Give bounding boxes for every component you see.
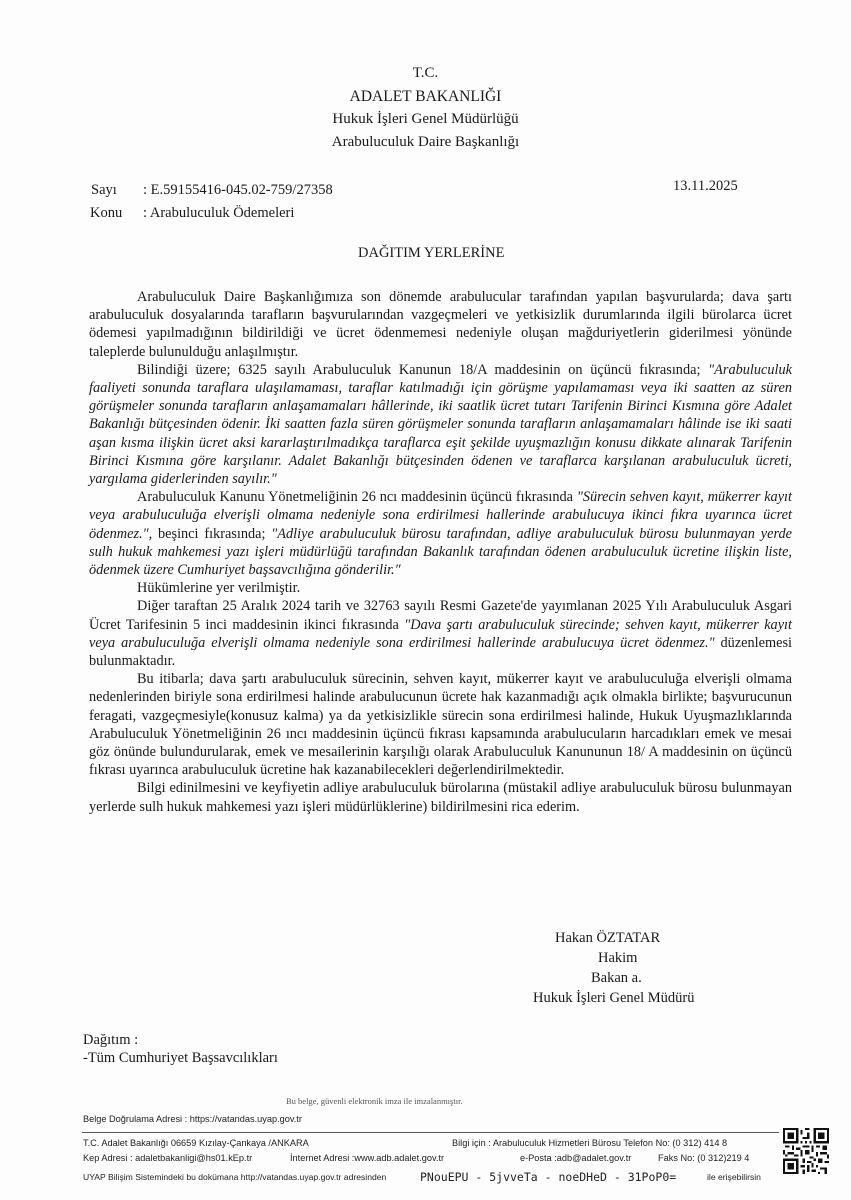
paragraph-7: Bilgi edinilmesini ve keyfiyetin adliye arabuluculuk bürolarına (müstakil adliye arabuluculuk bürosu bulunmayan yerlerde sulh hukuk mahkemesi yazı işleri müdürlüklerine) bildirilmesini rica ederim. [89, 780, 792, 815]
signer-name: Hakan ÖZTATAR [555, 930, 661, 946]
paragraph-2-intro: Bilindiği üzere; 6325 sayılı Arabuluculuk Kanunun 18/A maddesinin on üçüncü fıkrasında; [137, 361, 709, 378]
header-directorate: Hukuk İşleri Genel Müdürlüğü [332, 111, 519, 127]
distribution-label: Dağıtım : [83, 1032, 139, 1048]
signer-title-2: Bakan a. [591, 970, 642, 986]
signer-title-1: Hakim [598, 950, 638, 966]
paragraph-3-quote-2: "Adliye arabuluculuk bürosu tarafından, adliye arabuluculuk bürosu bulunmayan yerde sulh hukuk mahkemesi yazı işleri müdürlüğü tarafından Bakanlık tarafından ödenen arabuluculuk ücretine ilişkin liste, ödenmek üzere Cumhuriyet başsavcılığına gönderilir." [89, 525, 792, 579]
paragraph-6: Bu itibarla; dava şartı arabuluculuk sürecinin, sehven kayıt, mükerrer kayıt ve arabuluculuğa elverişli olmama nedenlerinden biriyle sona erdirilmesi halinde arabulucunun ücrete hak kazanmadığı açık olmakla birlikte; başvurucunun feragati, vazgeçmesiyle(konusuz kalma) ya da yetkisizlikle sürecin sona erdirilmesi halinde, Hukuk Uyuşmazlıklarında Arabuluculuk Yönetmeliğinin 26 ıncı maddesinin üçüncü fıkrası kapsamında arabulucuların harcadıkları emek ve mesai göz önünde bulundurularak, emek ve mesailerinin karşılığı olarak Arabuluculuk Kanununun 18/ A maddesinin on üçüncü fıkrası uyarınca arabuluculuk ücretine hak kazanabilecekleri değerlendirilmektedir. [89, 671, 792, 779]
footer-internet[interactable]: İnternet Adresi :www.adb.adalet.gov.tr [290, 1153, 445, 1163]
uyap-code: PNouEPU - 5jvveTa - noeDHeD - 31PoP0= [420, 1170, 677, 1184]
header-ministry: ADALET BAKANLIĞI [349, 88, 502, 105]
paragraph-1: Arabuluculuk Daire Başkanlığımıza son dönemde arabulucular tarafından yapılan başvurularda; dava şartı arabuluculuk dosyalarında tarafların başvurularından vazgeçmeleri ve yetkisizlik durumlarında ilgili bürolarca ücret ödemesi yapılmadığının bildirildiği ve ücret ödenmemesi nedeniyle oluşan mağduriyetlerin giderilmesi yönünde taleplerde bulunulduğu anlaşılmıştır. [89, 289, 792, 360]
paragraph-4: Hükümlerine yer verilmiştir. [137, 580, 301, 597]
recipient-title: DAĞITIM YERLERİNE [358, 245, 505, 261]
document-date: 13.11.2025 [673, 178, 738, 194]
signer-title-3: Hukuk İşleri Genel Müdürü [533, 990, 695, 1006]
distribution-item: -Tüm Cumhuriyet Başsavcılıkları [83, 1050, 278, 1066]
sayi-label: Sayı [91, 182, 117, 198]
footer-faks: Faks No: (0 312)219 4 [658, 1153, 750, 1163]
footer-eposta[interactable]: e-Posta :adb@adalet.gov.tr [520, 1153, 632, 1163]
paragraph-3-intro: Arabuluculuk Kanunu Yönetmeliğinin 26 ncı maddesinin üçüncü fıkrasında [137, 489, 577, 506]
paragraph-2-quote: "Arabuluculuk faaliyeti sonunda taraflara ulaşılamaması, taraflar katılmadığı için görüşme yapılamaması veya iki saatten az süren görüşmeler sonunda tarafların anlaşamamaları hâllerinde, iki saatlik ücret tutarı Tarifenin Birinci Kısmına göre Adalet Bakanlığı bütçesinden ödenir. İki saatten fazla süren görüşmeler sonunda tarafların anlaşamamaları hâlinde ise iki saati aşan kısma ilişkin ücret aksi kararlaştırılmadıkça taraflarca eşit şekilde uyuşmazlığın konusu dikkate alınarak Tarifenin Birinci Kısmına göre karşılanır. Adalet Bakanlığı bütçesinden ödenen ve taraflarca karşılanan arabuluculuk ücreti, yargılama giderlerinden sayılır." [89, 361, 792, 488]
qr-code-icon [783, 1128, 829, 1174]
paragraph-5 [89, 597, 792, 670]
footer-divider [82, 1132, 779, 1133]
uyap-prefix: UYAP Bilişim Sistemindeki bu dokümana http://vatandas.uyap.gov.tr adresinden [83, 1172, 387, 1182]
verify-address[interactable]: Belge Doğrulama Adresi : https://vatandas.uyap.gov.tr [83, 1114, 302, 1124]
paragraph-5-quote: "Dava şartı arabuluculuk sürecinde; sehven kayıt, mükerrer kayıt veya arabuluculuğa elverişli olmama nedeniyle sona erdirilmesi hallerinde arabulucuya ücret ödenmez." [89, 616, 792, 651]
sayi-value: : E.59155416-045.02-759/27358 [143, 182, 333, 198]
paragraph-3-middle: beşinci fıkrasında; [152, 525, 272, 542]
konu-value: : Arabuluculuk Ödemeleri [143, 205, 295, 221]
paragraph-3-quote-1: "Sürecin sehven kayıt, mükerrer kayıt veya arabuluculuğa elverişli olmama nedeniyle sona erdirilmesi hallerinde arabulucuya ikinci fıkra uyarınca ücret ödenmez.", [89, 489, 792, 542]
uyap-suffix: ile erişebilirsin [707, 1172, 761, 1182]
footer-address: T.C. Adalet Bakanlığı 06659 Kızılay-Çankaya /ANKARA [83, 1138, 309, 1148]
paragraph-5-end: düzenlemesi bulunmaktadır. [89, 634, 792, 670]
paragraph-3 [89, 488, 792, 579]
paragraph-5-intro: Diğer taraftan 25 Aralık 2024 tarih ve 32763 sayılı Resmi Gazete'de yayımlanan 2025 Yılı Arabuluculuk Asgari Ücret Tarifesinin 5 inci maddesinin ikinci fıkrasında [89, 598, 792, 633]
footer-info: Bilgi için : Arabuluculuk Hizmetleri Bürosu Telefon No: (0 312) 414 8 [452, 1138, 728, 1148]
header-department: Arabuluculuk Daire Başkanlığı [331, 134, 520, 150]
esign-note: Bu belge, güvenli elektronik imza ile imzalanmıştır. [286, 1096, 463, 1106]
paragraph-2 [89, 361, 792, 488]
konu-label: Konu [90, 205, 123, 221]
document-body [89, 288, 792, 816]
footer-kep: Kep Adresi : adaletbakanligi@hs01.kEp.tr [83, 1153, 253, 1163]
header-tc: T.C. [412, 65, 439, 81]
